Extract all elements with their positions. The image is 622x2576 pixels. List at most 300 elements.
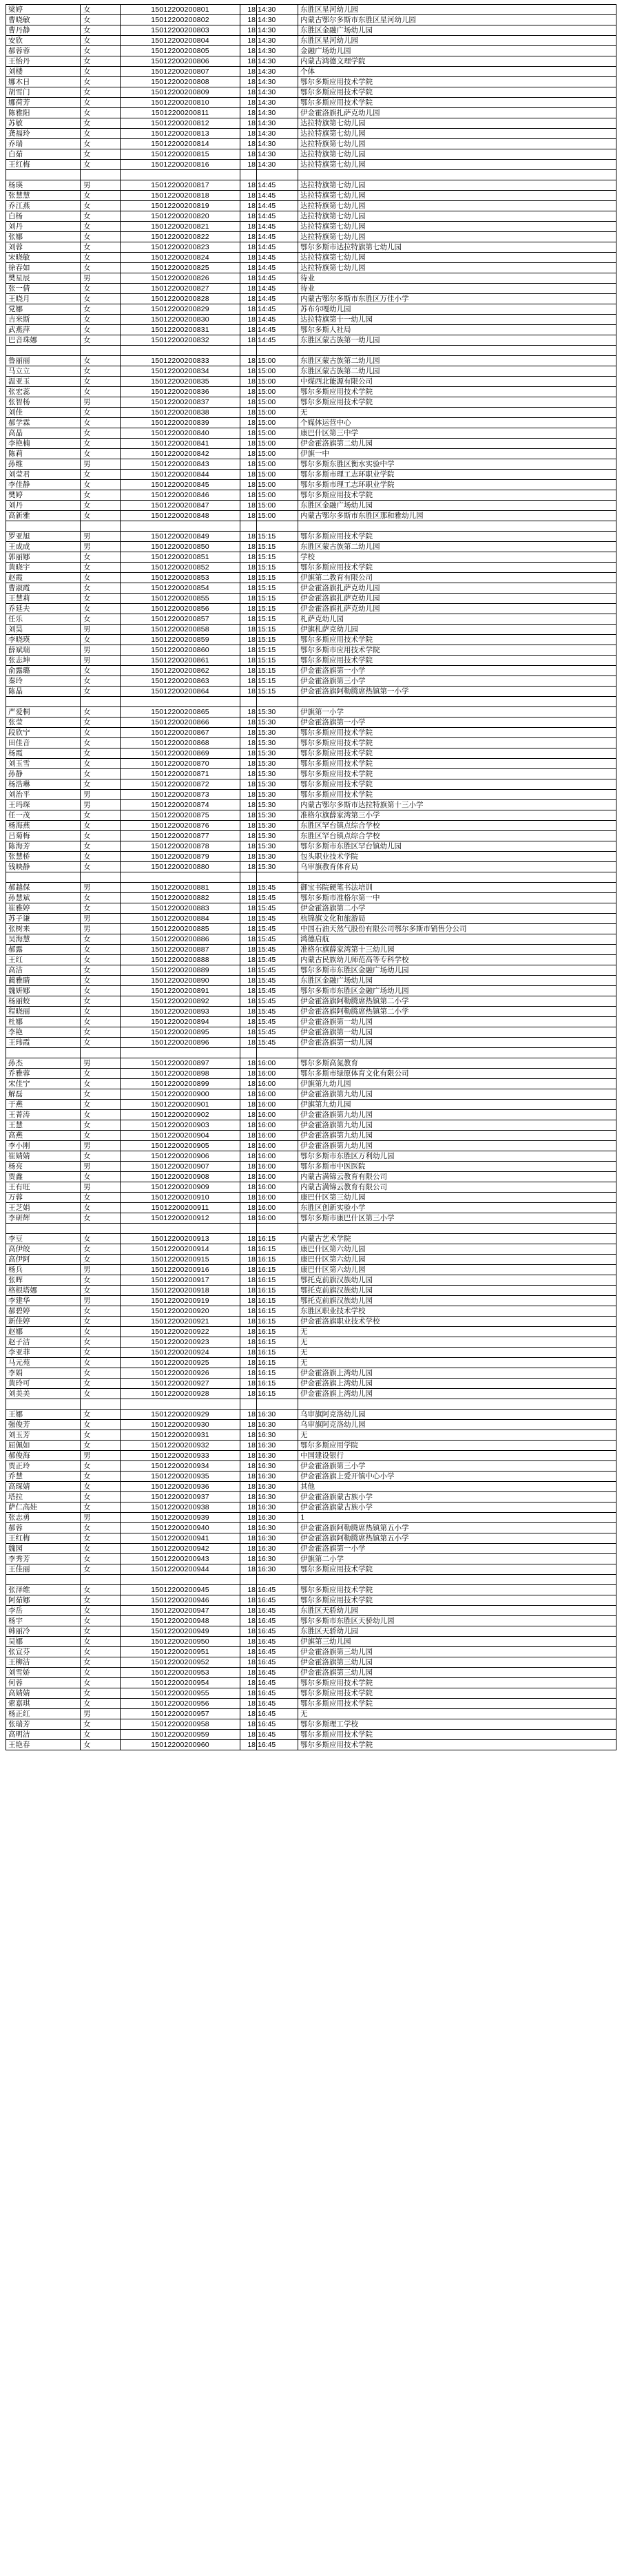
- candidate-gender: 女: [81, 191, 121, 201]
- exam-time: 16:45: [257, 1688, 298, 1699]
- ticket-number: 15012200200902: [121, 1110, 240, 1120]
- work-unit: 鄂尔多斯应用技术学院: [298, 769, 616, 779]
- work-unit: 鄂尔多斯市应用技术学院: [298, 645, 616, 656]
- exam-date: 18: [240, 1244, 257, 1255]
- candidate-gender: 女: [81, 1523, 121, 1533]
- exam-time: 14:30: [257, 139, 298, 149]
- candidate-name: 高伊阿: [6, 1255, 81, 1265]
- work-unit: 伊金霍洛旗蒙古族小学: [298, 1502, 616, 1513]
- table-row: [6, 903, 616, 914]
- candidate-name: 高婧婧: [6, 1688, 81, 1699]
- candidate-gender: 女: [81, 1193, 121, 1203]
- table-row: [6, 1058, 616, 1069]
- table-row: [6, 56, 616, 67]
- empty-cell: [81, 170, 121, 180]
- candidate-name: 王晓月: [6, 294, 81, 304]
- candidate-gender: 女: [81, 1719, 121, 1730]
- candidate-name: 高燕: [6, 1131, 81, 1141]
- table-row: [6, 573, 616, 583]
- exam-time: 15:30: [257, 800, 298, 810]
- table-row: [6, 852, 616, 862]
- work-unit: 伊金霍洛旗蒙古族小学: [298, 1492, 616, 1502]
- exam-date: 18: [240, 748, 257, 759]
- candidate-name: 高伊皎: [6, 1244, 81, 1255]
- ticket-number: 15012200200930: [121, 1420, 240, 1430]
- exam-time: 16:00: [257, 1182, 298, 1193]
- table-row: [6, 604, 616, 614]
- table-row: [6, 1244, 616, 1255]
- table-row: [6, 738, 616, 748]
- ticket-number: 15012200200831: [121, 325, 240, 335]
- exam-time: 15:30: [257, 852, 298, 862]
- ticket-number: 15012200200815: [121, 149, 240, 160]
- candidate-name: 刘玉芳: [6, 1430, 81, 1441]
- exam-date: 18: [240, 1162, 257, 1172]
- exam-date: 18: [240, 242, 257, 253]
- exam-time: 15:45: [257, 1007, 298, 1017]
- table-row: [6, 1172, 616, 1182]
- candidate-gender: 女: [81, 480, 121, 490]
- candidate-name: 刘蓉: [6, 242, 81, 253]
- candidate-name: 刘丹: [6, 222, 81, 232]
- candidate-gender: 女: [81, 893, 121, 903]
- ticket-number: 15012200200844: [121, 470, 240, 480]
- candidate-gender: 女: [81, 1069, 121, 1079]
- work-unit: 内蒙古民族幼儿师范高等专科学校: [298, 955, 616, 965]
- empty-cell: [240, 521, 257, 532]
- candidate-gender: 男: [81, 1296, 121, 1306]
- candidate-gender: 女: [81, 1657, 121, 1668]
- candidate-name: 钱映静: [6, 862, 81, 872]
- candidate-gender: 女: [81, 707, 121, 718]
- work-unit: 内蒙古满锦云教育有限公司: [298, 1182, 616, 1193]
- exam-time: 16:30: [257, 1472, 298, 1482]
- candidate-name: 张宣芬: [6, 1647, 81, 1657]
- ticket-number: 15012200200884: [121, 914, 240, 924]
- candidate-gender: 女: [81, 315, 121, 325]
- candidate-gender: 女: [81, 573, 121, 583]
- ticket-number: 15012200200882: [121, 893, 240, 903]
- candidate-gender: 女: [81, 986, 121, 996]
- table-row: [6, 945, 616, 955]
- exam-time: 16:45: [257, 1585, 298, 1595]
- candidate-gender: 女: [81, 1275, 121, 1286]
- candidate-gender: 女: [81, 242, 121, 253]
- empty-cell: [298, 1224, 616, 1234]
- exam-date: 18: [240, 1172, 257, 1182]
- exam-date: 18: [240, 46, 257, 56]
- table-row: [6, 1740, 616, 1750]
- table-row: [6, 439, 616, 449]
- candidate-gender: 女: [81, 821, 121, 831]
- candidate-gender: 女: [81, 1203, 121, 1213]
- empty-cell: [81, 346, 121, 356]
- exam-date: 18: [240, 1668, 257, 1678]
- candidate-gender: 男: [81, 625, 121, 635]
- table-row: [6, 304, 616, 315]
- exam-date: 18: [240, 284, 257, 294]
- candidate-name: 塔拉: [6, 1492, 81, 1502]
- ticket-number: 15012200200886: [121, 934, 240, 945]
- work-unit: 伊金霍洛旗第一小学: [298, 718, 616, 728]
- exam-date: 18: [240, 5, 257, 15]
- empty-cell: [6, 1224, 81, 1234]
- exam-time: 15:15: [257, 625, 298, 635]
- candidate-name: 陈雅阳: [6, 108, 81, 118]
- exam-time: 14:45: [257, 191, 298, 201]
- exam-date: 18: [240, 180, 257, 191]
- work-unit: 内蒙古鄂尔多斯市东胜区那和雅幼儿园: [298, 511, 616, 521]
- exam-time: 16:30: [257, 1502, 298, 1513]
- exam-time: 16:30: [257, 1544, 298, 1554]
- ticket-number: 15012200200802: [121, 15, 240, 25]
- candidate-name: 曹淑霞: [6, 583, 81, 594]
- table-row: [6, 1513, 616, 1523]
- exam-time: 14:30: [257, 87, 298, 98]
- ticket-number: 15012200200879: [121, 852, 240, 862]
- table-row: [6, 1626, 616, 1637]
- work-unit: 东胜区罕台镇点综合学校: [298, 831, 616, 841]
- exam-date: 18: [240, 1296, 257, 1306]
- exam-time: 15:30: [257, 841, 298, 852]
- work-unit: 伊金霍洛旗第一幼儿园: [298, 1027, 616, 1038]
- table-row: [6, 1554, 616, 1564]
- exam-date: 18: [240, 1585, 257, 1595]
- exam-time: 14:45: [257, 325, 298, 335]
- work-unit: 伊金霍洛旗第三幼儿园: [298, 1647, 616, 1657]
- exam-time: 16:45: [257, 1668, 298, 1678]
- exam-date: 18: [240, 1719, 257, 1730]
- exam-time: 15:45: [257, 883, 298, 893]
- work-unit: 伊旗第二教育有限公司: [298, 573, 616, 583]
- candidate-name: 陈海芳: [6, 841, 81, 852]
- exam-time: 15:45: [257, 965, 298, 976]
- exam-time: 16:15: [257, 1306, 298, 1317]
- work-unit: 伊金霍洛旗上湾幼儿园: [298, 1389, 616, 1399]
- exam-time: 15:45: [257, 914, 298, 924]
- exam-date: 18: [240, 1007, 257, 1017]
- exam-date: 18: [240, 1213, 257, 1224]
- work-unit: 乌审旗教育体育局: [298, 862, 616, 872]
- work-unit: 鄂尔多斯市绿原体育文化有限公司: [298, 1069, 616, 1079]
- exam-time: 14:30: [257, 160, 298, 170]
- candidate-gender: 女: [81, 738, 121, 748]
- table-row: [6, 1616, 616, 1626]
- work-unit: 伊金霍洛旗阿勒腾席热镇第二小学: [298, 1007, 616, 1017]
- exam-date: 18: [240, 273, 257, 284]
- exam-time: 15:30: [257, 759, 298, 769]
- exam-time: 15:00: [257, 366, 298, 377]
- candidate-name: 李艳: [6, 1027, 81, 1038]
- exam-time: 16:30: [257, 1554, 298, 1564]
- candidate-gender: 女: [81, 831, 121, 841]
- candidate-gender: 女: [81, 160, 121, 170]
- candidate-gender: 女: [81, 1616, 121, 1626]
- ticket-number: 15012200200863: [121, 676, 240, 687]
- candidate-name: 温亚玉: [6, 377, 81, 387]
- ticket-number: 15012200200811: [121, 108, 240, 118]
- candidate-name: 曹丹静: [6, 25, 81, 36]
- candidate-gender: 女: [81, 263, 121, 273]
- ticket-number: 15012200200937: [121, 1492, 240, 1502]
- exam-time: 16:30: [257, 1513, 298, 1523]
- exam-date: 18: [240, 449, 257, 459]
- empty-cell: [298, 170, 616, 180]
- exam-date: 18: [240, 1069, 257, 1079]
- candidate-name: 屈佩如: [6, 1441, 81, 1451]
- candidate-gender: 女: [81, 335, 121, 346]
- candidate-gender: 女: [81, 15, 121, 25]
- empty-cell: [298, 1048, 616, 1058]
- ticket-number: 15012200200858: [121, 625, 240, 635]
- candidate-gender: 女: [81, 1007, 121, 1017]
- ticket-number: 15012200200874: [121, 800, 240, 810]
- ticket-number: 15012200200867: [121, 728, 240, 738]
- table-row: [6, 1193, 616, 1203]
- table-row: [6, 139, 616, 149]
- candidate-name: 王有旺: [6, 1182, 81, 1193]
- candidate-name: 刘楼: [6, 67, 81, 77]
- exam-time: 16:30: [257, 1410, 298, 1420]
- empty-cell: [257, 346, 298, 356]
- candidate-gender: 男: [81, 459, 121, 470]
- work-unit: 康巴什区第三幼儿园: [298, 1193, 616, 1203]
- candidate-gender: 女: [81, 1172, 121, 1182]
- work-unit: 达拉特旗第七幼儿园: [298, 149, 616, 160]
- exam-date: 18: [240, 397, 257, 408]
- exam-date: 18: [240, 1151, 257, 1162]
- work-unit: 伊金霍洛旗上湾幼儿园: [298, 1379, 616, 1389]
- table-row: [6, 1647, 616, 1657]
- ticket-number: 15012200200820: [121, 211, 240, 222]
- exam-time: 15:30: [257, 810, 298, 821]
- work-unit: 伊金霍洛旗第三小学: [298, 676, 616, 687]
- table-row: [6, 180, 616, 191]
- candidate-gender: 女: [81, 810, 121, 821]
- candidate-gender: 女: [81, 1461, 121, 1472]
- exam-date: 18: [240, 810, 257, 821]
- candidate-name: 张宏蕊: [6, 387, 81, 397]
- candidate-name: 孙静: [6, 769, 81, 779]
- candidate-gender: 女: [81, 294, 121, 304]
- exam-date: 18: [240, 552, 257, 563]
- table-row: [6, 976, 616, 986]
- candidate-gender: 女: [81, 1213, 121, 1224]
- candidate-name: 巴音珠娜: [6, 335, 81, 346]
- exam-date: 18: [240, 1089, 257, 1100]
- candidate-gender: 女: [81, 1379, 121, 1389]
- table-row: [6, 1017, 616, 1027]
- table-row: [6, 965, 616, 976]
- exam-date: 18: [240, 645, 257, 656]
- exam-time: 16:00: [257, 1141, 298, 1151]
- work-unit: 中国建设银行: [298, 1451, 616, 1461]
- candidate-name: 杨兵: [6, 1265, 81, 1275]
- exam-date: 18: [240, 1131, 257, 1141]
- work-unit: 鄂尔多斯应用技术学院: [298, 563, 616, 573]
- ticket-number: 15012200200875: [121, 810, 240, 821]
- candidate-name: 王玮霞: [6, 1038, 81, 1048]
- table-row: [6, 98, 616, 108]
- table-row: [6, 1502, 616, 1513]
- exam-date: 18: [240, 253, 257, 263]
- ticket-number: 15012200200868: [121, 738, 240, 748]
- ticket-number: 15012200200926: [121, 1368, 240, 1379]
- work-unit: 鄂尔多斯应用技术学院: [298, 748, 616, 759]
- exam-time: 14:30: [257, 149, 298, 160]
- table-row: [6, 1410, 616, 1420]
- exam-time: 15:45: [257, 945, 298, 955]
- table-row: [6, 1379, 616, 1389]
- candidate-gender: 女: [81, 1410, 121, 1420]
- candidate-gender: 女: [81, 1637, 121, 1647]
- ticket-number: 15012200200911: [121, 1203, 240, 1213]
- ticket-number: 15012200200920: [121, 1306, 240, 1317]
- exam-time: 16:15: [257, 1275, 298, 1286]
- ticket-number: 15012200200958: [121, 1719, 240, 1730]
- ticket-number: 15012200200823: [121, 242, 240, 253]
- exam-date: 18: [240, 377, 257, 387]
- exam-date: 18: [240, 1079, 257, 1089]
- candidate-name: 王红: [6, 955, 81, 965]
- candidate-name: 李岳: [6, 1606, 81, 1616]
- work-unit: 鄂尔多斯应用技术学院: [298, 1730, 616, 1740]
- empty-cell: [298, 1399, 616, 1410]
- ticket-number: 15012200200888: [121, 955, 240, 965]
- candidate-name: 王柳洁: [6, 1657, 81, 1668]
- table-row: [6, 1719, 616, 1730]
- ticket-number: 15012200200869: [121, 748, 240, 759]
- candidate-name: 龚福玲: [6, 129, 81, 139]
- candidate-name: 贾鑫: [6, 1172, 81, 1182]
- exam-time: 14:30: [257, 25, 298, 36]
- ticket-number: 15012200200916: [121, 1265, 240, 1275]
- exam-time: 14:30: [257, 108, 298, 118]
- ticket-number: 15012200200825: [121, 263, 240, 273]
- exam-date: 18: [240, 955, 257, 965]
- exam-date: 18: [240, 728, 257, 738]
- exam-date: 18: [240, 1441, 257, 1451]
- candidate-name: 李研辉: [6, 1213, 81, 1224]
- work-unit: 伊金霍洛旗阿勒腾席热镇第二小学: [298, 996, 616, 1007]
- table-row: [6, 810, 616, 821]
- exam-time: 16:00: [257, 1151, 298, 1162]
- table-row: [6, 934, 616, 945]
- candidate-gender: 女: [81, 965, 121, 976]
- candidate-name: 索嘉琪: [6, 1699, 81, 1709]
- exam-time: 15:00: [257, 377, 298, 387]
- work-unit: 伊金霍洛旗上湾幼儿园: [298, 1368, 616, 1379]
- table-row: [6, 1420, 616, 1430]
- table-row: [6, 1275, 616, 1286]
- ticket-number: 15012200200951: [121, 1647, 240, 1657]
- candidate-name: 高晶: [6, 428, 81, 439]
- exam-date: 18: [240, 604, 257, 614]
- work-unit: 乌审旗阿克洛幼儿园: [298, 1420, 616, 1430]
- exam-date: 18: [240, 315, 257, 325]
- candidate-name: 刘昊: [6, 625, 81, 635]
- exam-date: 18: [240, 831, 257, 841]
- exam-time: 15:45: [257, 1017, 298, 1027]
- empty-cell: [121, 1399, 240, 1410]
- exam-time: 16:45: [257, 1709, 298, 1719]
- exam-date: 18: [240, 356, 257, 366]
- candidate-name: 王成成: [6, 542, 81, 552]
- exam-time: 16:30: [257, 1420, 298, 1430]
- exam-time: 14:30: [257, 118, 298, 129]
- empty-cell: [121, 521, 240, 532]
- ticket-number: 15012200200943: [121, 1554, 240, 1564]
- ticket-number: 15012200200853: [121, 573, 240, 583]
- candidate-name: 程晓丽: [6, 1007, 81, 1017]
- table-row: [6, 77, 616, 87]
- candidate-name: 刘莹君: [6, 470, 81, 480]
- work-unit: 无: [298, 408, 616, 418]
- ticket-number: 15012200200915: [121, 1255, 240, 1265]
- exam-date: 18: [240, 387, 257, 397]
- candidate-gender: 女: [81, 1286, 121, 1296]
- candidate-name: 张娜: [6, 232, 81, 242]
- work-unit: 康巴什区第六幼儿园: [298, 1255, 616, 1265]
- candidate-name: 郝蓉蓉: [6, 46, 81, 56]
- work-unit: 伊金霍洛旗第一幼儿园: [298, 1017, 616, 1027]
- exam-date: 18: [240, 470, 257, 480]
- exam-date: 18: [240, 1234, 257, 1244]
- exam-time: 15:15: [257, 656, 298, 666]
- ticket-number: 15012200200905: [121, 1141, 240, 1151]
- exam-time: 15:15: [257, 635, 298, 645]
- candidate-name: 秦玲: [6, 676, 81, 687]
- table-row: [6, 315, 616, 325]
- work-unit: 鄂尔多斯市达拉特旗第七幼儿园: [298, 242, 616, 253]
- table-row: [6, 408, 616, 418]
- candidate-name: 王娜: [6, 1410, 81, 1420]
- candidate-name: 郝学霖: [6, 418, 81, 428]
- candidate-name: 孙杰: [6, 1058, 81, 1069]
- candidate-name: 崔婧婧: [6, 1151, 81, 1162]
- candidate-gender: 女: [81, 1564, 121, 1575]
- candidate-gender: 女: [81, 1472, 121, 1482]
- candidate-gender: 女: [81, 408, 121, 418]
- candidate-name: 马元苑: [6, 1358, 81, 1368]
- ticket-number: 15012200200941: [121, 1533, 240, 1544]
- exam-time: 16:00: [257, 1131, 298, 1141]
- exam-date: 18: [240, 408, 257, 418]
- work-unit: 无: [298, 1327, 616, 1337]
- ticket-number: 15012200200953: [121, 1668, 240, 1678]
- candidate-gender: 女: [81, 439, 121, 449]
- work-unit: 伊金霍洛旗第一幼儿园: [298, 1038, 616, 1048]
- empty-cell: [121, 697, 240, 707]
- exam-date: 18: [240, 738, 257, 748]
- candidate-gender: 女: [81, 1120, 121, 1131]
- table-row: [6, 1131, 616, 1141]
- ticket-number: 15012200200909: [121, 1182, 240, 1193]
- ticket-number: 15012200200919: [121, 1296, 240, 1306]
- exam-time: 15:15: [257, 573, 298, 583]
- work-unit: 东胜区天骄幼儿园: [298, 1606, 616, 1616]
- table-row: [6, 160, 616, 170]
- work-unit: 鄂尔多斯应用技术学院: [298, 1564, 616, 1575]
- exam-time: 16:45: [257, 1616, 298, 1626]
- candidate-name: 张树来: [6, 924, 81, 934]
- empty-cell: [81, 872, 121, 883]
- candidate-gender: 女: [81, 25, 121, 36]
- candidate-gender: 女: [81, 945, 121, 955]
- candidate-gender: 女: [81, 1079, 121, 1089]
- candidate-gender: 女: [81, 418, 121, 428]
- table-row: [6, 1203, 616, 1213]
